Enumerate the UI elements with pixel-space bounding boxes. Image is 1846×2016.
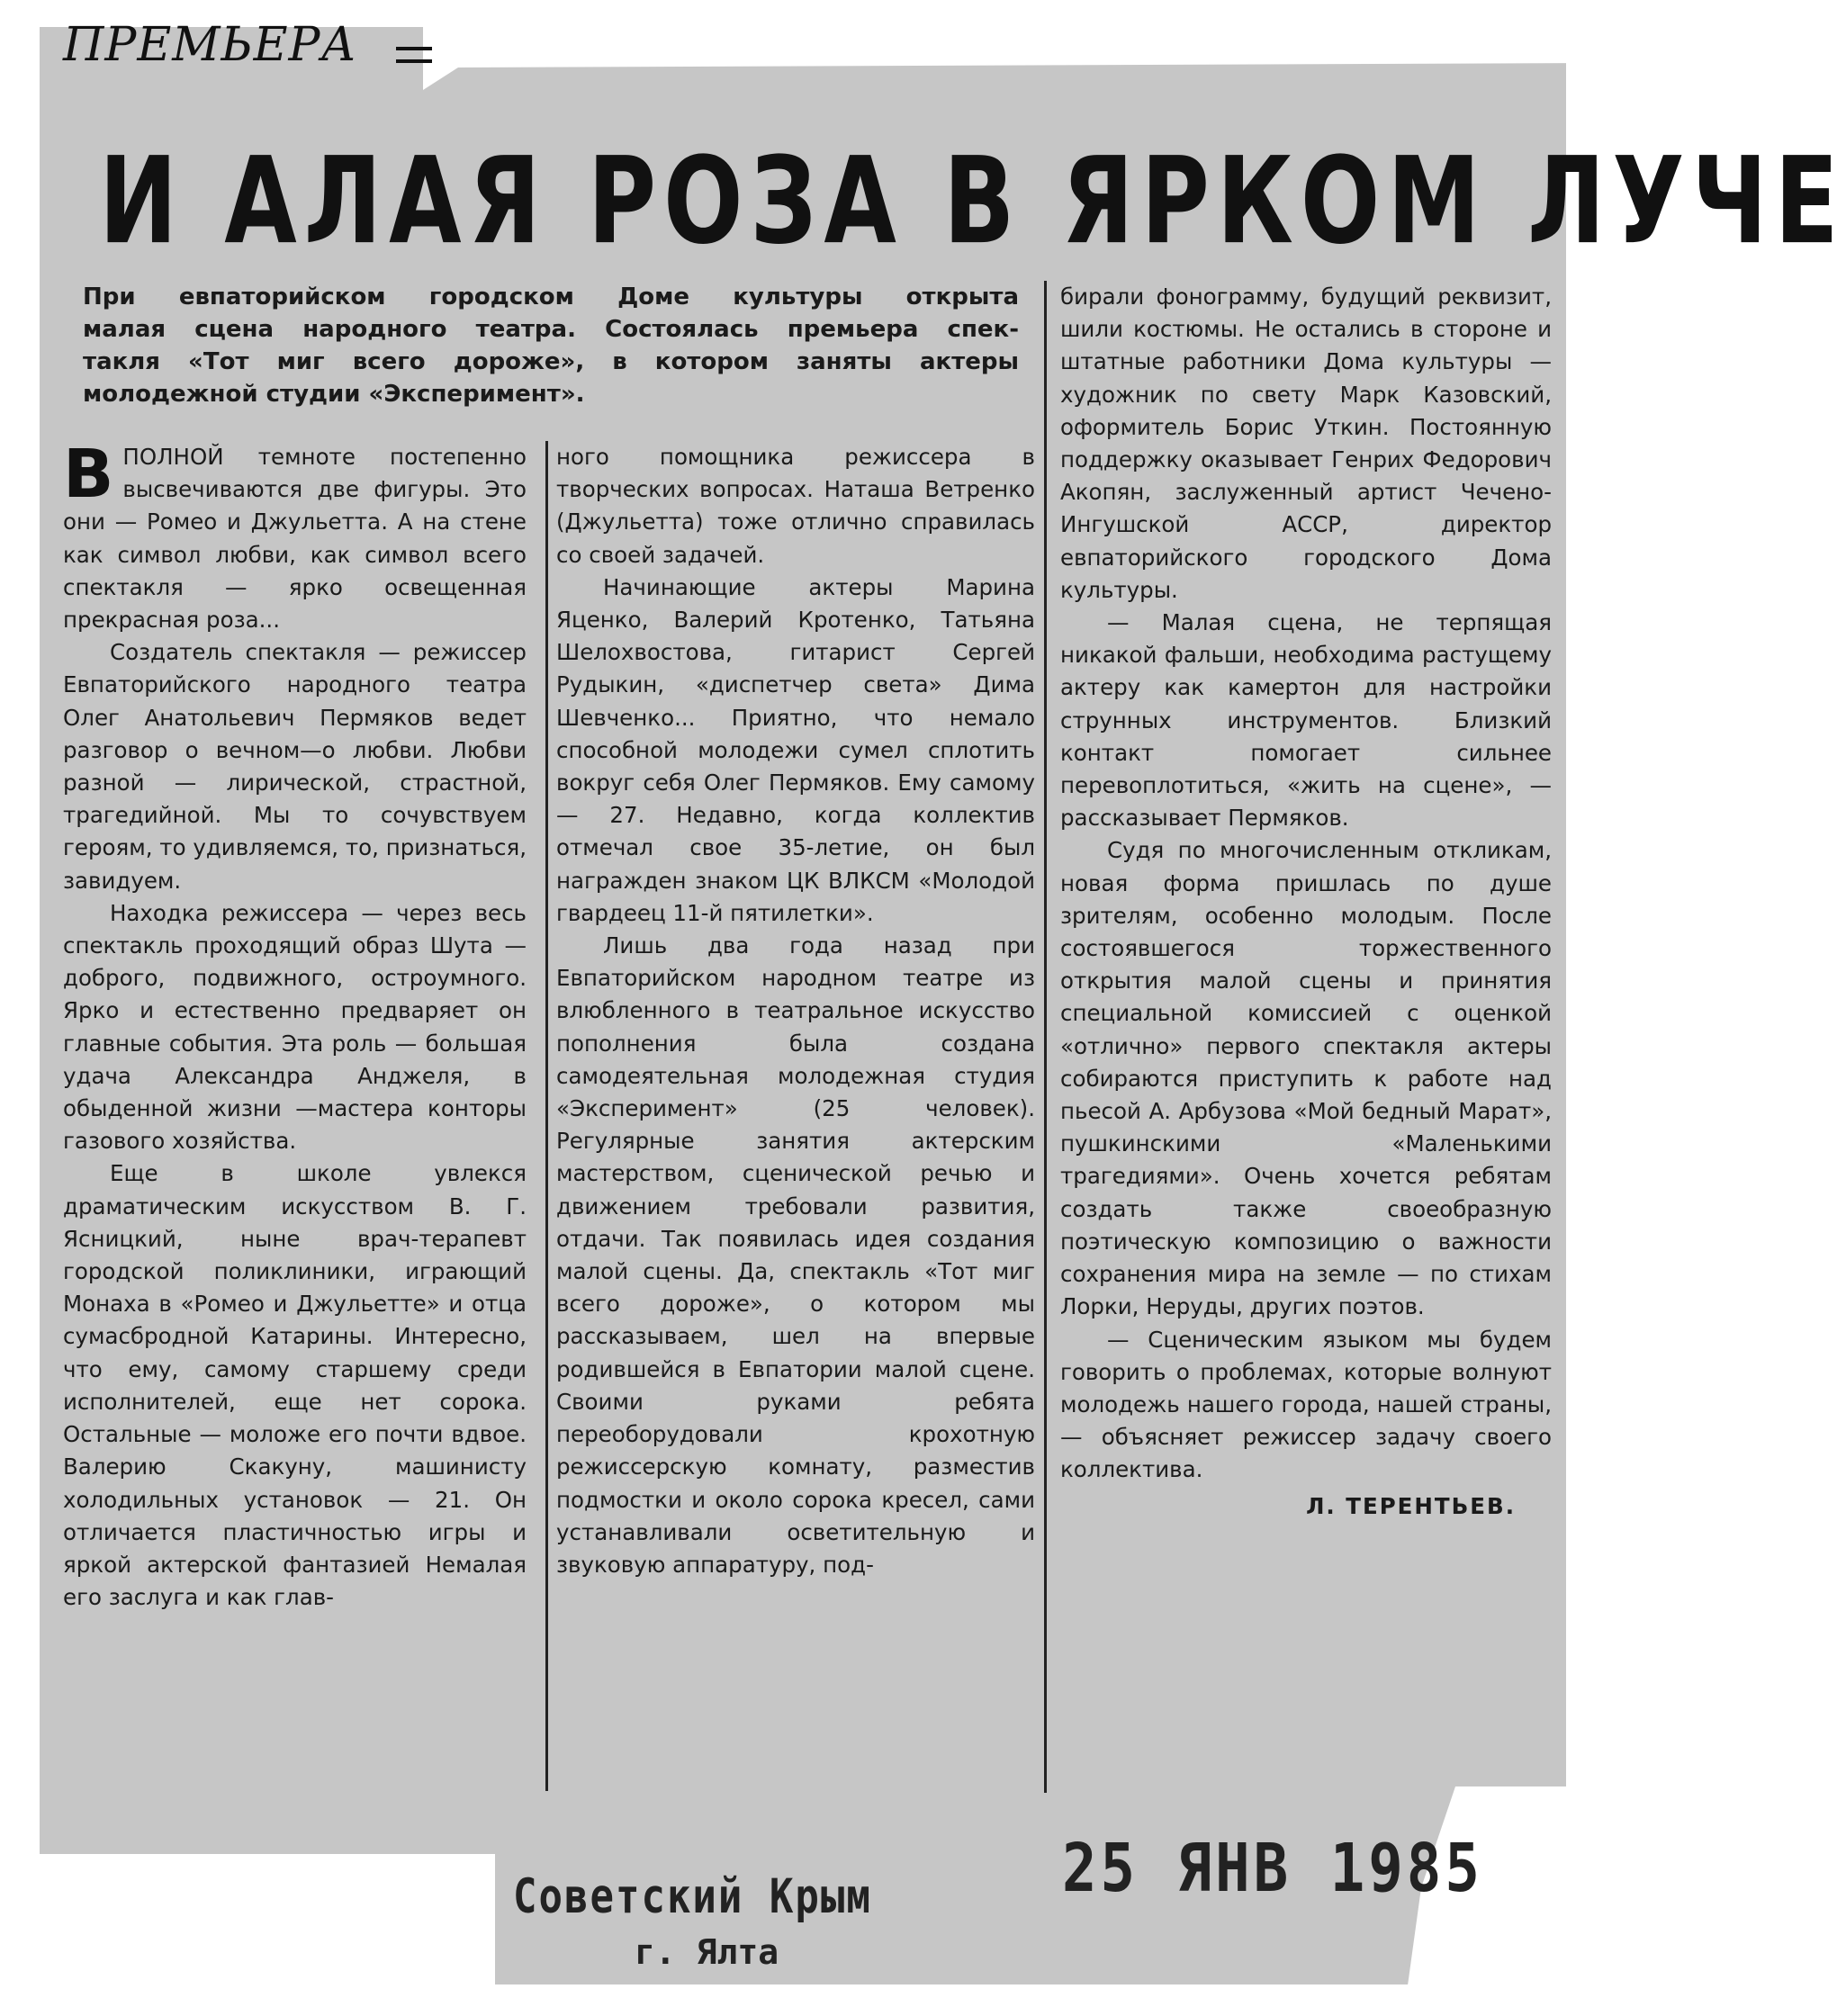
source-stamp: Советский Крым [513,1868,872,1925]
article-paragraph: Судя по многочисленным откликам, новая форма пришлась по душе зрителям, особенно молодым. После состоявшегося торжественного открытия малой сцены и принятия специальной комиссией с оценкой «отлично» первого спектакля актеры собираются приступить к работе над пьесой А. Арбузова «Мой бедный Марат», пушкинскими «Маленькими трагедиями». Очень хочется ребятам создать также своеобразную поэтическую композицию о важности сохранения мира на земле — по стихам Лорки, Неруды, других поэтов. [1060,837,1552,1320]
headline: И АЛАЯ РОЗА В ЯРКОМ ЛУЧЕ [99,130,1846,272]
article-column-2 [556,441,1035,1581]
article-paragraph: — Малая сцена, не терпящая никакой фальши, необходима растущему актеру как камертон для настройки струнных инструментов. Близкий контакт помогает сильнее перевоплотиться, «жить на сцене», — рассказывает Пермяков. [1060,609,1552,832]
rubric-label: ПРЕМЬЕРА [63,18,357,72]
lead-line: молодежной студии «Эксперимент». [83,381,585,408]
paragraph-text: ПОЛНОЙ темноте постепенно высвечиваются две фигуры. Это они — Ромео и Джульетта. А на стене как символ любви, как символ всего спектакля — ярко освещенная прекрасная роза... [63,444,527,634]
article-column-1 [63,436,527,1614]
torn-edge-bottom-left [27,1854,495,2016]
article-paragraph: ного помощника режиссера в творческих вопросах. Наташа Ветренко (Джульетта) тоже отлично справилась со своей задачей. [556,444,1035,568]
article-paragraph: Находка режиссера — через весь спектакль проходящий образ Шута — доброго, подвижного, остроумного. Ярко и естественно предваряет он главные события. Эта роль — большая удача Александра Анджеля, в обыденной жизни —мастера конторы газового хозяйства. [63,899,527,1155]
article-paragraph: Начинающие актеры Марина Яценко, Валерий Кротенко, Татьяна Шелохвостова, гитарист Сергей Рудыкин, «диспетчер света» Дима Шевченко... Приятно, что немало способной молодежи сумел сплотить вокруг себя Олег Пермяков. Ему самому — 27. Недавно, когда коллектив отмечал свое 35-летие, он был награжден знаком ЦК ВЛКСМ «Молодой гвардеец 11-й пятилетки». [556,573,1035,926]
drop-cap: В [63,436,114,513]
article-paragraph: бирали фонограмму, будущий реквизит, шили костюмы. Не остались в стороне и штатные работники Дома культуры — художник по свету Марк Казовский, оформитель Борис Уткин. Постоянную поддержку оказывает Генрих Федорович Акопян, заслуженный артист Чечено-Ингушской АССР, директор евпаторийского городского Дома культуры. [1060,284,1552,603]
date-stamp: 25 ЯНВ 1985 [1062,1831,1483,1908]
lead-line: такля «Тот миг всего дороже», в котором заняты актеры [83,348,1019,375]
lead-paragraph [83,281,1019,410]
article-paragraph [63,436,527,636]
column-divider [1044,281,1047,1793]
article-paragraph: Еще в школе увлекся драматическим искусством В. Г. Ясницкий, ныне врач-терапевт городской поликлиники, играющий Монаха в «Ромео и Джульетте» и отца сумасбродной Катарины. Интересно, что ему, самому старшему среди исполнителей, еще нет сорока. Остальные — моложе его почти вдвое. Валерию Скакуну, машинисту холодильных установок — 21. Он отличается пластичностью игры и яркой актерской фантазией Немалая его заслуга и как глав- [63,1160,527,1611]
rubric-rule-icon [396,47,432,72]
article-column-3 [1060,281,1552,1523]
city-stamp: г. Ялта [635,1932,779,1972]
lead-line: малая сцена народного театра. Состоялась премьера спек- [83,316,1019,343]
lead-line: При евпаторийском городском Доме культуры открыта [83,284,1019,310]
article-paragraph: Создатель спектакля — режиссер Евпаторийского народного театра Олег Анатольевич Пермяков ведет разговор о вечном—о любви. Любви разной — лирической, страстной, трагедийной. Мы то сочувствуем героям, то удивляемся, то, признаться, завидуем. [63,639,527,894]
author-signature: Л. ТЕРЕНТЬЕВ. [1306,1492,1516,1519]
column-divider [545,441,548,1791]
article-paragraph: — Сценическим языком мы будем говорить о проблемах, которые волнуют молодежь нашего города, нашей страны, — объясняет режиссер задачу своего коллектива. [1060,1326,1552,1483]
article-paragraph: Лишь два года назад при Евпаторийском народном театре из влюбленного в театральное искусство пополнения была создана самодеятельная молодежная студия «Эксперимент» (25 человек). Регулярные занятия актерским мастерством, сценической речью и движением требовали развития, отдачи. Так появилась идея создания малой сцены. Да, спектакль «Тот миг всего дороже», о котором мы рассказываем, шел на впервые родившейся в Евпатории малой сцене. Своими руками ребята переоборудовали крохотную режиссерскую комнату, разместив подмостки и около сорока кресел, сами устанавливали осветительную и звуковую аппаратуру, под- [556,932,1035,1578]
